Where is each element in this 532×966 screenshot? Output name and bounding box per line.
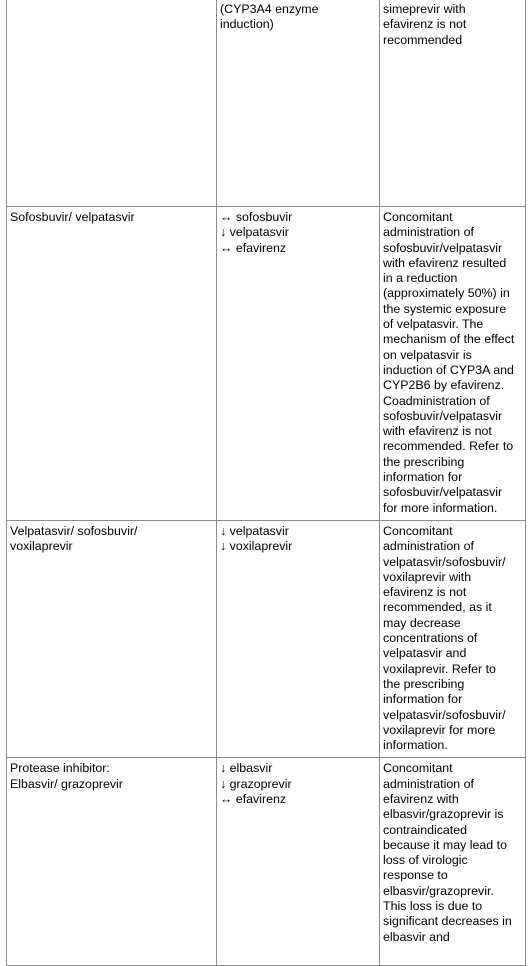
effect-line: ↓ voxilaprevir [220, 539, 293, 554]
recommendation-line: mechanism of the effect [383, 332, 515, 347]
recommendation-line: sofosbuvir/velpatasvir [383, 485, 503, 500]
recommendation-line: Coadministration of [383, 393, 490, 408]
recommendation-line: the prescribing [383, 454, 465, 469]
effect-line: (CYP3A4 enzyme [220, 2, 319, 16]
recommendation-line: voxilaprevir with [383, 569, 472, 584]
table-row [7, 0, 526, 207]
recommendation-line: the systemic exposure [383, 301, 507, 316]
recommendation-line: induction of CYP3A and [383, 362, 514, 377]
recommendation-line: information. [383, 738, 448, 753]
recommendation-line: recommended. Refer to [383, 439, 514, 454]
drug-interaction-table [6, 0, 526, 966]
drug-cell [7, 0, 217, 207]
recommendation-line: of velpatasvir. The [383, 317, 484, 332]
recommendation-line: This loss is due to [383, 899, 483, 914]
recommendation-line: may decrease [383, 615, 461, 630]
drug-cell [7, 758, 217, 966]
recommendation-line: velpatasvir and [383, 646, 467, 661]
recommendation-line: concentrations of [383, 631, 478, 646]
recommendation-line: Concomitant [383, 761, 453, 776]
recommendation-cell [380, 520, 526, 757]
recommendation-line: velpatasvir/sofosbuvir/ [383, 554, 506, 569]
recommendation-line: efavirenz is not [383, 17, 467, 32]
effect-cell [217, 758, 380, 966]
recommendation-line: response to [383, 868, 448, 883]
effect-line: ↓ elbasvir [220, 761, 273, 776]
recommendation-line: information for [383, 470, 463, 485]
recommendation-cell [380, 207, 526, 521]
recommendation-line: in a reduction [383, 271, 458, 286]
recommendation-line: contraindicated [383, 822, 468, 837]
table-row [7, 758, 526, 966]
drug-cell [7, 520, 217, 757]
recommendation-line: voxilaprevir for more [383, 722, 496, 737]
recommendation-line: efavirenz is not [383, 585, 467, 600]
recommendation-line: CYP2B6 by efavirenz. [383, 378, 505, 393]
drug-cell [7, 207, 217, 521]
effect-line: ↓ velpatasvir [220, 225, 289, 240]
recommendation-line: with efavirenz resulted [383, 255, 507, 270]
recommendation-line: elbasvir/grazoprevir. [383, 883, 494, 898]
recommendation-line: velpatasvir/sofosbuvir/ [383, 707, 506, 722]
recommendation-line: administration of [383, 776, 474, 791]
recommendation-line: the prescribing [383, 676, 465, 691]
table-row [7, 520, 526, 757]
recommendation-line: significant decreases in [383, 914, 512, 929]
recommendation-line: elbasvir/grazoprevir is [383, 807, 504, 822]
recommendation-line: efavirenz with [383, 791, 459, 806]
recommendation-line: Concomitant [383, 523, 453, 538]
recommendation-line: with efavirenz is not [383, 424, 492, 439]
effect-line: ↔ efavirenz [220, 240, 287, 255]
table-row [7, 207, 526, 521]
effect-line: induction) [220, 17, 274, 32]
drug-name: Velpatasvir/ sofosbuvir/ [10, 523, 138, 538]
recommendation-line: sofosbuvir/velpatasvir [383, 408, 503, 423]
recommendation-line: because it may lead to [383, 837, 507, 852]
drug-name: Elbasvir/ grazoprevir [10, 776, 123, 791]
recommendation-line: administration of [383, 539, 474, 554]
effect-cell [217, 520, 380, 757]
effect-line: ↓ velpatasvir [220, 523, 289, 538]
recommendation-line: recommended [383, 32, 463, 47]
recommendation-line: elbasvir and [383, 929, 450, 944]
effect-line: ↔ sofosbuvir [220, 210, 293, 224]
drug-name: voxilaprevir [10, 539, 73, 554]
recommendation-line: Concomitant [383, 210, 453, 224]
recommendation-line: simeprevir with [383, 2, 466, 16]
recommendation-line: recommended, as it [383, 600, 492, 615]
drug-name: Sofosbuvir/ velpatasvir [10, 210, 135, 224]
recommendation-line: loss of virologic [383, 853, 468, 868]
drug-name: Protease inhibitor: [10, 761, 110, 776]
recommendation-line: (approximately 50%) in [383, 286, 510, 301]
recommendation-line: on velpatasvir is [383, 347, 472, 362]
effect-line: ↓ grazoprevir [220, 776, 292, 791]
recommendation-line: administration of [383, 225, 474, 240]
effect-cell [217, 0, 380, 207]
recommendation-line: voxilaprevir. Refer to [383, 661, 496, 676]
recommendation-line: information for [383, 692, 463, 707]
recommendation-cell [380, 0, 526, 207]
recommendation-cell [380, 758, 526, 966]
recommendation-line: for more information. [383, 500, 498, 515]
effect-line: ↔ efavirenz [220, 791, 287, 806]
recommendation-line: sofosbuvir/velpatasvir [383, 240, 503, 255]
effect-cell [217, 207, 380, 521]
